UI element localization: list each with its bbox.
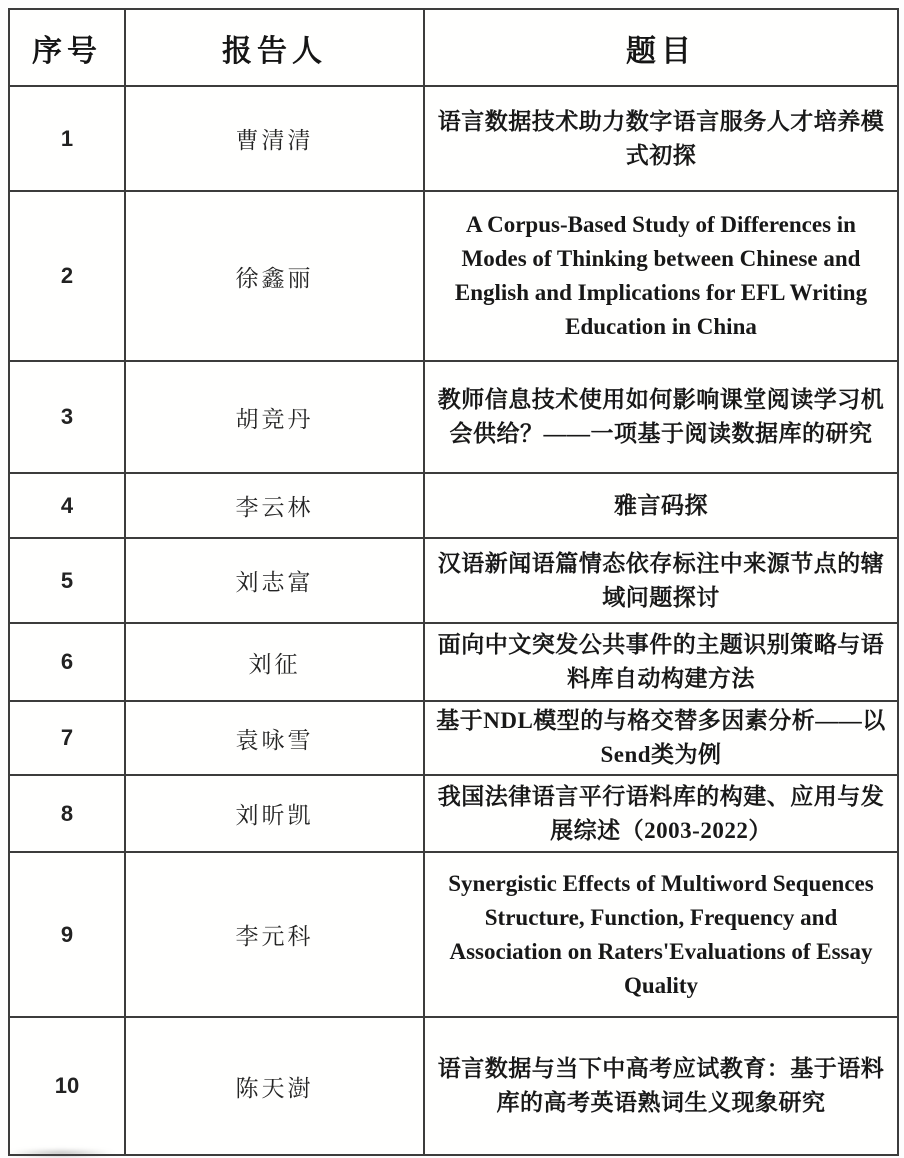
- row-number: 6: [9, 623, 125, 701]
- table-row: [9, 701, 898, 775]
- row-number: 2: [9, 191, 125, 361]
- presenter-name: 李元科: [125, 852, 424, 1017]
- row-number: 8: [9, 775, 125, 852]
- presenter-name: 袁咏雪: [125, 701, 424, 775]
- talk-title: 雅言码探: [424, 473, 898, 538]
- row-number: 7: [9, 701, 125, 775]
- talk-title: Synergistic Effects of Multiword Sequences Structure, Function, Frequency and Association on Raters'Evaluations of Essay Quality: [424, 852, 898, 1017]
- talk-title: 语言数据技术助力数字语言服务人才培养模式初探: [424, 86, 898, 191]
- column-header-no: 序号: [9, 9, 125, 86]
- table-row: [9, 1017, 898, 1155]
- talk-title: 我国法律语言平行语料库的构建、应用与发展综述（2003-2022）: [424, 775, 898, 852]
- talk-title: 语言数据与当下中高考应试教育：基于语料库的高考英语熟词生义现象研究: [424, 1017, 898, 1155]
- presenter-name: 陈天澍: [125, 1017, 424, 1155]
- table-row: [9, 852, 898, 1017]
- row-number: 5: [9, 538, 125, 623]
- talk-title: 教师信息技术使用如何影响课堂阅读学习机会供给？——一项基于阅读数据库的研究: [424, 361, 898, 473]
- presentation-schedule-table: [8, 8, 899, 1156]
- presenter-name: 胡竞丹: [125, 361, 424, 473]
- table-row: [9, 538, 898, 623]
- presenter-name: 刘昕凯: [125, 775, 424, 852]
- row-number: 4: [9, 473, 125, 538]
- table-row: [9, 361, 898, 473]
- talk-title: 基于NDL模型的与格交替多因素分析——以Send类为例: [424, 701, 898, 775]
- presenter-name: 刘志富: [125, 538, 424, 623]
- column-header-title: 题目: [424, 9, 898, 86]
- table-row: [9, 191, 898, 361]
- table-row: [9, 623, 898, 701]
- row-number: 1: [9, 86, 125, 191]
- table-row: [9, 775, 898, 852]
- row-number: 3: [9, 361, 125, 473]
- table-row: [9, 86, 898, 191]
- presenter-name: 刘征: [125, 623, 424, 701]
- row-number: 10: [9, 1017, 125, 1155]
- presenter-name: 曹清清: [125, 86, 424, 191]
- talk-title: A Corpus-Based Study of Differences in Modes of Thinking between Chinese and English and Implications for EFL Writing Education in China: [424, 191, 898, 361]
- presenter-name: 李云林: [125, 473, 424, 538]
- talk-title: 面向中文突发公共事件的主题识别策略与语料库自动构建方法: [424, 623, 898, 701]
- header-row: [9, 9, 898, 86]
- presenter-name: 徐鑫丽: [125, 191, 424, 361]
- table-row: [9, 473, 898, 538]
- talk-title: 汉语新闻语篇情态依存标注中来源节点的辖域问题探讨: [424, 538, 898, 623]
- column-header-presenter: 报告人: [125, 9, 424, 86]
- row-number: 9: [9, 852, 125, 1017]
